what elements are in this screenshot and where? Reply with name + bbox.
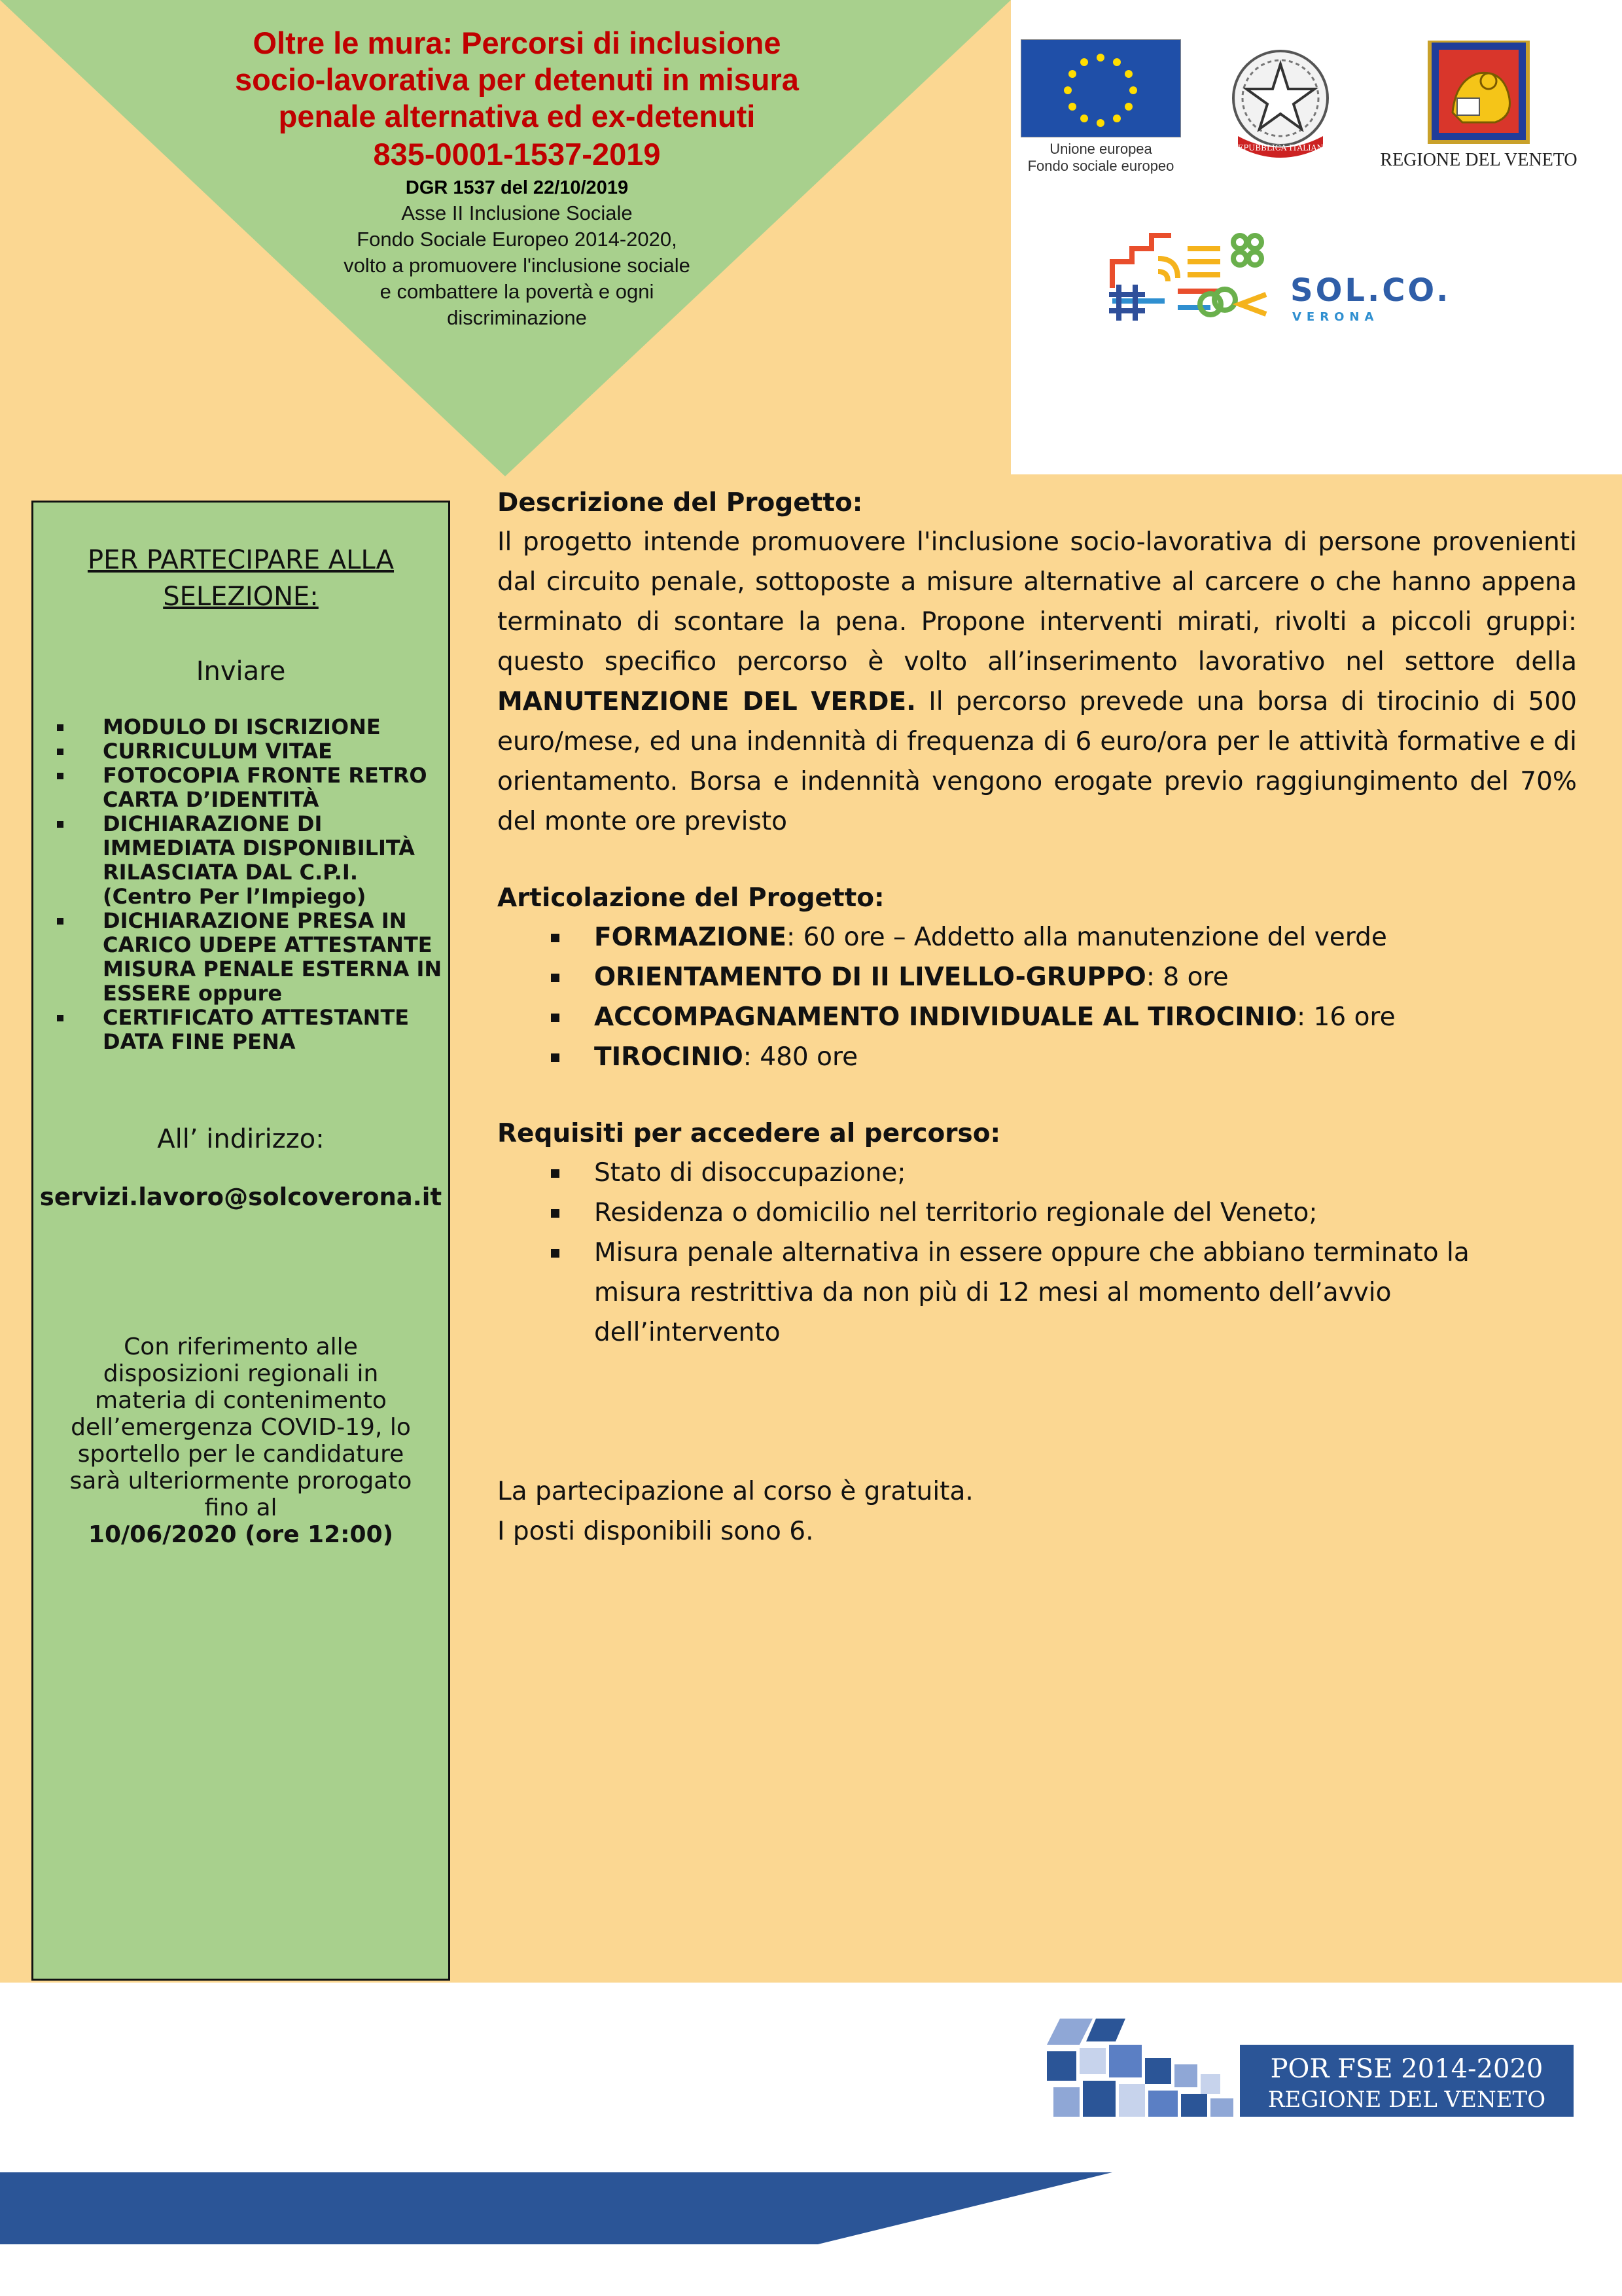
- requisiti-list: [497, 1153, 1577, 1352]
- application-deadline: 10/06/2020 (ore 12:00): [88, 1521, 394, 1548]
- articolazione-item-text: : 8 ore: [1146, 963, 1229, 992]
- eu-logo-caption: [1008, 141, 1194, 175]
- italian-republic-emblem: [1218, 38, 1343, 162]
- document-item: CERTIFICATO ATTESTANTE DATA FINE PENA: [52, 1006, 444, 1054]
- eu-caption-line-2: Fondo sociale europeo: [1027, 158, 1174, 174]
- description-part-1: Il progetto intende promuovere l'inclusione socio-lavorativa di persone provenienti dal circuito penale, sottoposte a misure alternative al carcere o che hanno appena terminato di scontare la pena. Propone interventi mirati, rivolti a piccoli gruppi: questo specifico percorso è volto all’inserimento lavorativo nel settore della: [497, 527, 1577, 677]
- available-places-note: I posti disponibili sono 6.: [497, 1517, 814, 1546]
- address-label: All’ indirizzo:: [157, 1124, 325, 1154]
- application-info-box: [31, 501, 450, 1981]
- application-heading: PER PARTECIPARE ALLA SELEZIONE:: [87, 545, 395, 612]
- project-header: [157, 25, 877, 331]
- covid-note-text: Con riferimento alle disposizioni regionali in materia di contenimento dell’emergenza COVID-19, lo sportello per le candidature sarà ulteriormente prorogato fino al: [69, 1333, 412, 1521]
- description-highlight: MANUTENZIONE DEL VERDE.: [497, 687, 916, 716]
- contact-email-link[interactable]: servizi.lavoro@solcoverona.it: [39, 1183, 442, 1211]
- subtitle-line-3: volto a promuovere l'inclusione sociale: [344, 254, 690, 277]
- document-item: DICHIARAZIONE PRESA IN CARICO UDEPE ATTESTANTE MISURA PENALE ESTERNA IN ESSERE oppure: [52, 909, 444, 1006]
- subtitle-line-4: e combattere la povertà e ogni: [379, 280, 654, 303]
- articolazione-item-label: ORIENTAMENTO DI II LIVELLO-GRUPPO: [594, 963, 1146, 992]
- document-item: FOTOCOPIA FRONTE RETRO CARTA D’IDENTITÀ: [52, 764, 444, 812]
- articolazione-item-text: : 60 ore – Addetto alla manutenzione del verde: [786, 923, 1387, 952]
- articolazione-item-text: : 16 ore: [1297, 1002, 1396, 1032]
- articolazione-item: [497, 917, 1577, 957]
- free-participation-note: La partecipazione al corso è gratuita.: [497, 1477, 974, 1506]
- document-item: CURRICULUM VITAE: [52, 739, 444, 764]
- requisiti-heading: Requisiti per accedere al percorso:: [497, 1119, 1001, 1148]
- articolazione-item-label: TIROCINIO: [594, 1042, 743, 1072]
- eu-caption-line-1: Unione europea: [1049, 141, 1152, 157]
- veneto-lion-emblem: [1417, 41, 1541, 145]
- project-title-line-1: Oltre le mura: Percorsi di inclusione: [253, 26, 781, 60]
- italy-emblem-text: REPUBBLICA ITALIANA: [1231, 143, 1330, 152]
- subtitle-line-1: Asse II Inclusione Sociale: [401, 202, 633, 224]
- requisito-item: Misura penale alternativa in essere oppure che abbiano terminato la misura restrittiva da non più di 12 mesi al momento dell’avvio dell’intervento: [497, 1233, 1577, 1352]
- requisito-item: Stato di disoccupazione;: [497, 1153, 1577, 1193]
- articolazione-heading: Articolazione del Progetto:: [497, 883, 885, 913]
- articolazione-item-label: ACCOMPAGNAMENTO INDIVIDUALE AL TIROCINIO: [594, 1002, 1297, 1032]
- solco-verona-wordmark: VERONA: [1292, 310, 1379, 324]
- articolazione-item: [497, 997, 1577, 1037]
- project-title-line-2: socio-lavorativa per detenuti in misura: [235, 62, 799, 97]
- articolazione-item-label: FORMAZIONE: [594, 923, 787, 952]
- document-item: DICHIARAZIONE DI IMMEDIATA DISPONIBILITÀ RILASCIATA DAL C.P.I. (Centro Per l’Impiego): [52, 812, 444, 909]
- articolazione-item-text: : 480 ore: [743, 1042, 858, 1072]
- veneto-caption: REGIONE DEL VENETO: [1380, 150, 1578, 170]
- por-fse-region: REGIONE DEL VENETO: [1267, 2087, 1546, 2113]
- required-documents-list: [52, 715, 444, 1054]
- articolazione-item: [497, 957, 1577, 997]
- dgr-reference: DGR 1537 del 22/10/2019: [405, 177, 629, 198]
- project-title-line-3: penale alternativa ed ex-detenuti: [278, 99, 756, 133]
- eu-flag-logo: [1021, 39, 1181, 137]
- articolazione-list: [497, 917, 1577, 1077]
- footer-band: [0, 2172, 1622, 2244]
- description-part-2: Il percorso prevede una borsa di tirocinio di 500 euro/mese, ed una indennità di frequenza di 6 euro/ora per le attività formative e di orientamento. Borsa e indennità vengono erogate previo raggiungimento del 70% del monte ore previsto: [497, 687, 1577, 836]
- project-details: [497, 484, 1577, 1551]
- document-item: MODULO DI ISCRIZIONE: [52, 715, 444, 739]
- send-label: Inviare: [196, 656, 286, 686]
- description-heading: Descrizione del Progetto:: [497, 488, 863, 518]
- solco-verona-logo: [1106, 222, 1472, 327]
- description-paragraph: [497, 522, 1577, 841]
- requisito-item: Residenza o domicilio nel territorio regionale del Veneto;: [497, 1193, 1577, 1233]
- articolazione-item: [497, 1037, 1577, 1077]
- por-fse-logo: [1040, 2012, 1577, 2127]
- project-code: 835-0001-1537-2019: [373, 137, 661, 171]
- por-fse-title: POR FSE 2014-2020: [1270, 2054, 1543, 2084]
- subtitle-line-5: discriminazione: [447, 306, 587, 329]
- subtitle-line-2: Fondo Sociale Europeo 2014-2020,: [357, 228, 677, 251]
- solco-wordmark: SOL.CO.: [1290, 272, 1451, 309]
- covid-deadline-note: [60, 1333, 422, 1548]
